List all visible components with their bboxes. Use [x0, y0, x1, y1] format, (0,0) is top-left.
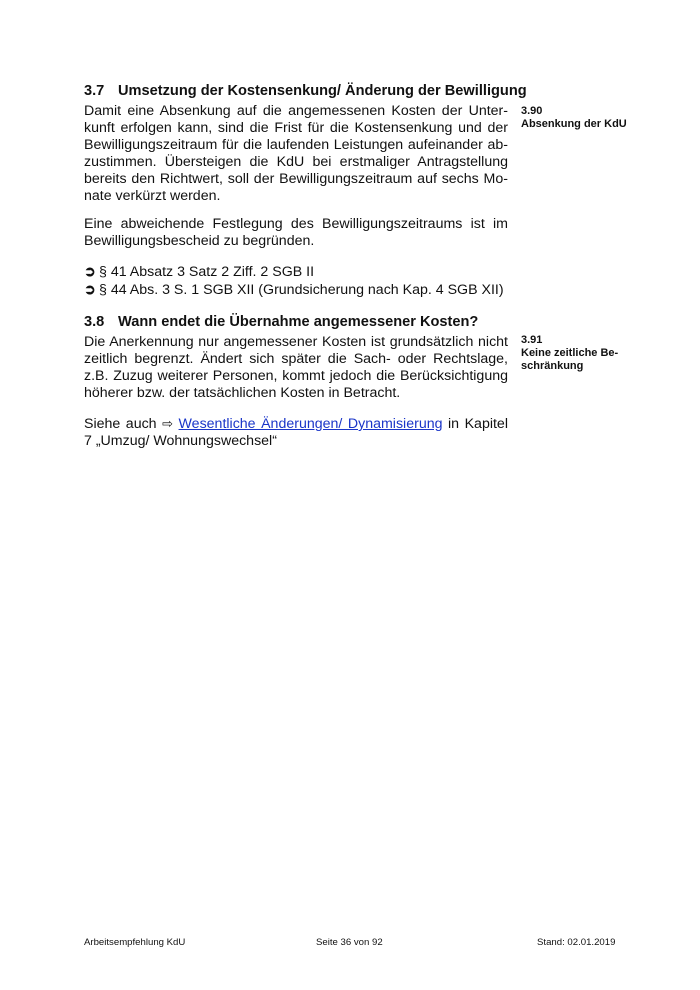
arrow-right-icon: ➲: [84, 282, 96, 298]
margin-note-3-91: [521, 334, 641, 373]
arrow-right-icon: ➲: [84, 264, 96, 280]
margin-label: Absenkung der KdU: [521, 118, 627, 130]
legal-reference-text: § 41 Absatz 3 Satz 2 Ziff. 2 SGB II: [99, 264, 315, 280]
paragraph-absenkung: Damit eine Absenkung auf die angemessenen Kosten der Unter-kunft erfolgen kann, sind die Frist für die Kostensenkung und der Bewilligungszeitraum für die laufenden Leistungen aufeinander ab-zustimmen. Übersteigen die KdU bei erstmaliger Antragstellung bereits den Richtwert, soll der Bewilligungszeitraum auf sechs Mo-nate verkürzt werden.: [84, 103, 508, 205]
margin-number: 3.90: [521, 105, 543, 117]
paragraph-uebernahme: Die Anerkennung nur angemessener Kosten ist grundsätzlich nicht zeitlich begrenzt. Ändert sich später die Sach- oder Rechtslage, z.B. Zuzug weiterer Personen, kommt jedoch die Berücksichtigung höherer bzw. der tatsächlichen Kosten in Betracht.: [84, 334, 508, 402]
arrow-right-outline-icon: ⇨: [162, 416, 174, 431]
margin-label: Keine zeitliche Be-schränkung: [521, 347, 619, 372]
see-also-suffix: in Kapitel 7 „Umzug/ Wohnungswechsel“: [84, 416, 508, 450]
link-wesentliche-aenderungen[interactable]: Wesentliche Änderungen/ Dynamisierung: [178, 416, 443, 432]
footer-left: Arbeitsempfehlung KdU: [84, 937, 186, 948]
paragraph-see-also: [84, 415, 508, 450]
footer-date: Stand: 02.01.2019: [537, 937, 616, 948]
section-title: Umsetzung der Kostensenkung/ Änderung der Bewilligung: [118, 83, 527, 99]
margin-number: 3.91: [521, 334, 543, 346]
see-also-prefix: Siehe auch: [84, 416, 157, 432]
footer-page-number: Seite 36 von 92: [316, 937, 383, 948]
section-heading-3-8: [84, 314, 478, 331]
section-number: 3.7: [84, 83, 105, 99]
section-number: 3.8: [84, 314, 105, 330]
legal-reference-text: § 44 Abs. 3 S. 1 SGB XII (Grundsicherung nach Kap. 4 SGB XII): [99, 282, 504, 298]
legal-reference: [84, 282, 504, 299]
margin-note-3-90: [521, 105, 641, 131]
paragraph-festlegung: Eine abweichende Festlegung des Bewilligungszeitraums ist im Bewilligungsbescheid zu begründen.: [84, 216, 508, 250]
section-title: Wann endet die Übernahme angemessener Kosten?: [118, 314, 479, 330]
section-heading-3-7: [84, 83, 527, 100]
legal-reference: [84, 264, 314, 281]
